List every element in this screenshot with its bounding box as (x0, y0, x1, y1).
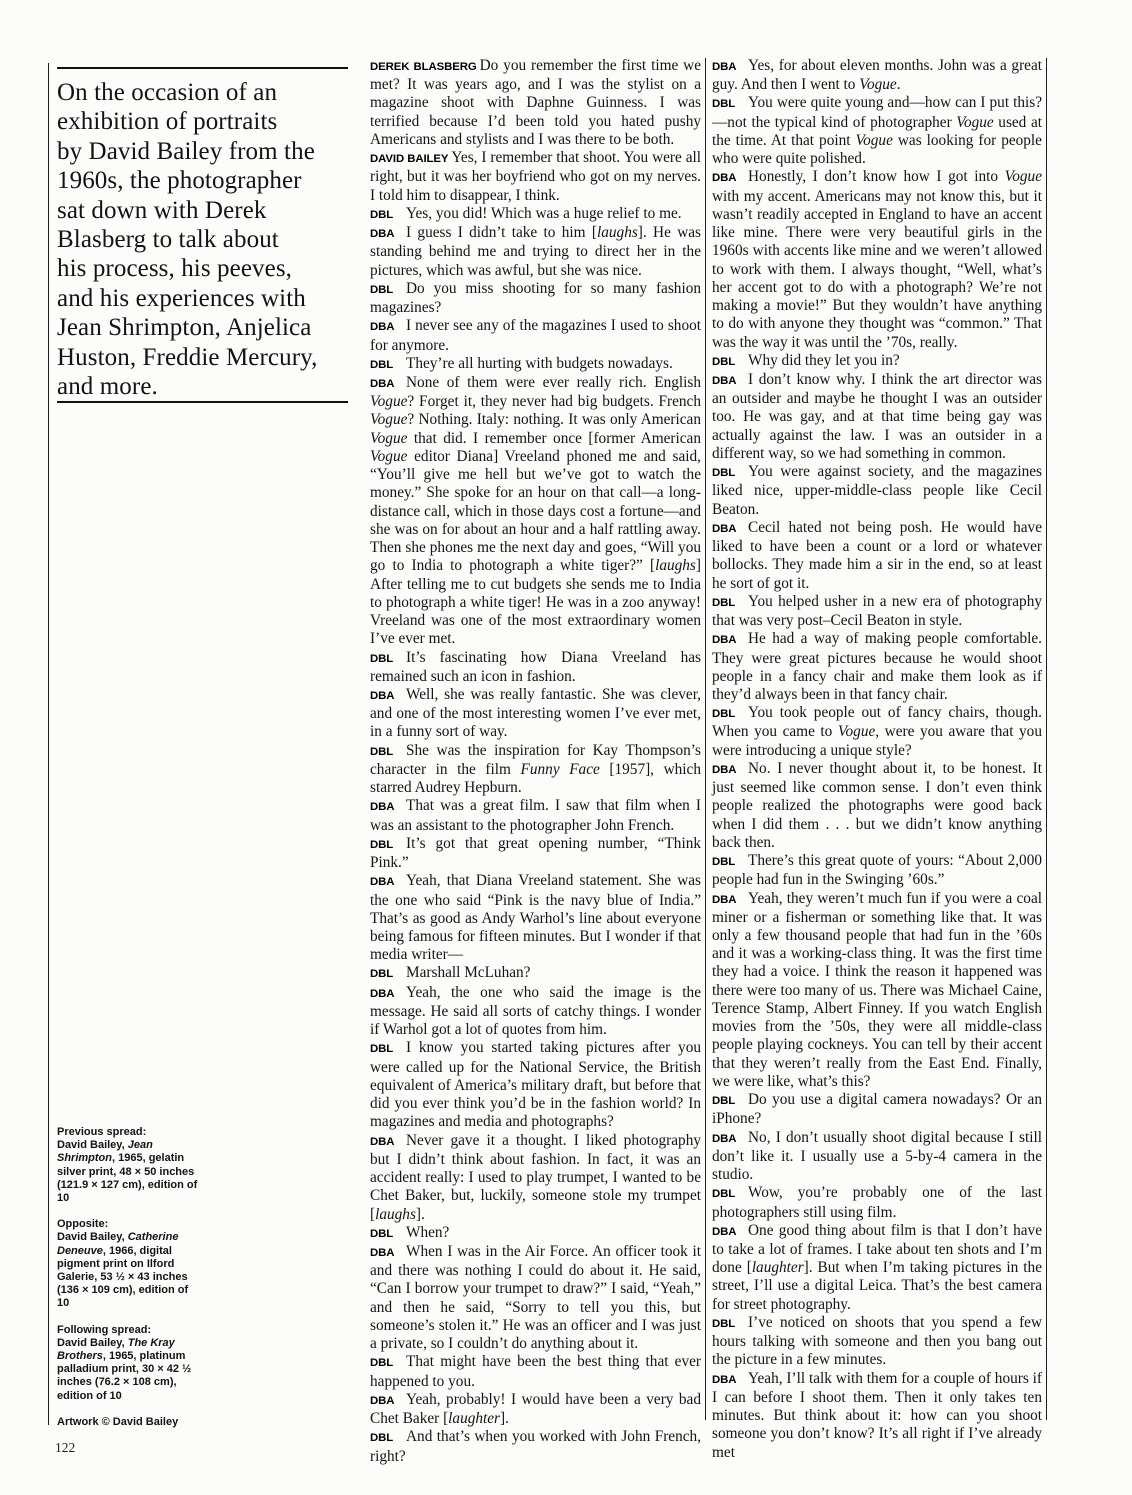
speaker-label: DBL (370, 652, 394, 665)
right-column-rule (1046, 58, 1047, 1420)
speaker-label: DBA (712, 1373, 737, 1386)
interview-paragraph: DBL You helped usher in a new era of photography that was very post–Cecil Beaton in style. (712, 592, 1042, 630)
interview-paragraph: DBA Yeah, they weren’t much fun if you were a coal miner or a fisherman or something like that. It was only a few thousand people that had fun in the ’60s and it was a working-class thing. It was the first time they had a voice. I think the reason it happened was there were too many of us. There was Michael Caine, Terence Stamp, Albert Finney. If you watch English movies from the ’50s, they were all middle-class people playing cockneys. You can tell by their accent that they weren’t really from the East End. Finally, we were like, what’s this? (712, 889, 1042, 1090)
speaker-label: DBA (370, 876, 395, 889)
speaker-label: DBA (712, 1132, 737, 1145)
interview-paragraph: DBL I’ve noticed on shoots that you spend a few hours talking with someone and then you bang out the picture in a few minutes. (712, 1313, 1042, 1369)
interview-column-right (712, 57, 1042, 1462)
interview-paragraph: DBL You were against society, and the magazines liked nice, upper-middle-class people like Cecil Beaton. (712, 463, 1042, 518)
interview-paragraph: DBA Yeah, probably! I would have been a very bad Chet Baker [laughter]. (370, 1390, 701, 1428)
interview-paragraph: DBL And that’s when you worked with John French, right? (370, 1428, 701, 1465)
speaker-label: DBA (712, 522, 737, 535)
speaker-label: DBA (712, 893, 737, 906)
interview-paragraph: DBL Do you miss shooting for so many fashion magazines? (370, 279, 701, 317)
interview-paragraph: DBL She was the inspiration for Kay Thompson’s character in the film Funny Face [1957], which starred Audrey Hepburn. (370, 741, 701, 797)
interview-paragraph: DBL Yes, you did! Which was a huge relief to me. (370, 205, 701, 224)
interview-paragraph: DBA No, I don’t usually shoot digital because I still don’t like it. I usually use a 5-by-4 camera in the studio. (712, 1128, 1042, 1184)
speaker-label: DBA (712, 634, 737, 647)
interview-paragraph: DEREK BLASBERG Do you remember the first time we met? It was years ago, and I was the stylist on a magazine shoot with Daphne Guinness. I was terrified because I’d been told you hated pushy Americans and stylists and I was there to be both. (370, 57, 701, 148)
interview-paragraph: DBA Well, she was really fantastic. She was clever, and one of the most interesting women I’ve ever met, in a funny sort of way. (370, 685, 701, 741)
artwork-credits (57, 1126, 199, 1429)
speaker-label: DBL (370, 1432, 394, 1445)
interview-paragraph: DBL That might have been the best thing that ever happened to you. (370, 1353, 701, 1390)
interview-paragraph: DBA Yes, for about eleven months. John was a great guy. And then I went to Vogue. (712, 57, 1042, 94)
interview-paragraph: DBA Yeah, the one who said the image is the message. He said all sorts of catchy things. I wonder if Warhol got a lot of quotes from him. (370, 983, 701, 1039)
interview-paragraph: DBL It’s got that great opening number, “Think Pink.” (370, 834, 701, 872)
speaker-label: DBL (712, 856, 736, 869)
interview-column-middle (370, 57, 701, 1466)
speaker-label: DBL (370, 745, 394, 758)
intro-paragraph: On the occasion of an exhibition of portraits by David Bailey from the 1960s, the photographer sat down with Derek Blasberg to talk about his process, his peeves, and his experiences with Jean Shrimpton, Anjelica Huston, Freddie Mercury, and more. (57, 79, 318, 401)
interview-paragraph: DBA Never gave it a thought. I liked photography but I didn’t think about fashion. In fact, it was an accident really: I used to play trumpet, I wanted to be Chet Baker, but, luckily, someone stole my trumpet [laughs]. (370, 1131, 701, 1223)
interview-paragraph: DBL I know you started taking pictures after you were called up for the National Service, the British equivalent of America’s military draft, but before that did you ever think you’d be in the fashion world? In magazines and media and photographs? (370, 1039, 701, 1131)
interview-paragraph: DBA No. I never thought about it, to be honest. It just seemed like common sense. I don’t even think people realized the photographs were good back when I did them . . . but we didn’t know anything back then. (712, 759, 1042, 851)
interview-paragraph: DBL Marshall McLuhan? (370, 964, 701, 983)
middle-column-rule (705, 58, 706, 1420)
credit-heading: Previous spread: (57, 1126, 147, 1138)
interview-paragraph: DBA He had a way of making people comfortable. They were great pictures because he would shoot people in a fancy chair and make them look as if they’d always been in that fancy chair. (712, 630, 1042, 703)
interview-paragraph: DBA Yeah, I’ll talk with them for a couple of hours if I can before I shoot them. Then it only takes ten minutes. But think about it: how can you shoot someone you don’t know? It’s all right if I’ve already met (712, 1369, 1042, 1461)
speaker-label: DBA (712, 172, 737, 185)
speaker-label: DBA (712, 763, 737, 776)
intro-rule-bottom (57, 401, 348, 403)
intro-rule-top (57, 67, 348, 69)
speaker-label: DBL (370, 283, 394, 296)
interview-paragraph: DBA Yeah, that Diana Vreeland statement. She was the one who said “Pink is the navy blue of India.” That’s as good as Andy Warhol’s line about everyone being famous for fifteen minutes. But I wonder if that media writer— (370, 872, 701, 964)
speaker-label: DBL (370, 208, 394, 221)
speaker-label: DBL (370, 838, 394, 851)
interview-paragraph: DBL There’s this great quote of yours: “About 2,000 people had fun in the Swinging ’60s.” (712, 852, 1042, 889)
speaker-label: DBA (370, 1247, 395, 1259)
speaker-label: DAVID BAILEY (370, 153, 449, 166)
speaker-label: DBA (370, 987, 395, 1000)
interview-paragraph: DBL When? (370, 1224, 701, 1243)
speaker-label: DBL (370, 1043, 394, 1056)
interview-paragraph: DBL Why did they let you in? (712, 352, 1042, 371)
speaker-label: DBA (370, 1394, 395, 1407)
interview-paragraph: DBL Do you use a digital camera nowadays? Or an iPhone? (712, 1091, 1042, 1128)
interview-paragraph: DBA Honestly, I don’t know how I got into Vogue with my accent. Americans may not know this, but it wasn’t readily accepted in England to have an accent like mine. There were very beautiful girls in the 1960s with accents like mine and we weren’t allowed to work with them. I always thought, “Well, what’s her accent got to do with a photograph? We’re not making a movie!” But they wouldn’t have anything to do with anyone they thought was “common.” That was the way it was until the ’70s, really. (712, 168, 1042, 351)
speaker-label: DBA (370, 228, 395, 241)
interview-paragraph: DAVID BAILEY Yes, I remember that shoot. You were all right, but it was her boyfriend who got on my nerves. I told him to disappear, I think. (370, 149, 701, 204)
speaker-label: DBA (712, 1225, 737, 1238)
speaker-label: DBL (370, 1227, 394, 1240)
left-column-rule (48, 63, 49, 1425)
speaker-label: DBA (370, 801, 395, 814)
speaker-label: DBL (712, 1095, 736, 1108)
credit-block: Following spread: David Bailey, The Kray Brothers, 1965, platinum palladium print, 30 × 42 ½ inches (76.2 × 108 cm), edition of 10 (57, 1323, 192, 1402)
interview-paragraph: DBL You took people out of fancy chairs, though. When you came to Vogue, were you aware that you were introducing a unique style? (712, 704, 1042, 759)
interview-paragraph: DBA I never see any of the magazines I used to shoot for anymore. (370, 317, 701, 354)
speaker-label: DEREK BLASBERG (370, 61, 477, 73)
speaker-label: DBL (370, 358, 394, 371)
interview-paragraph: DBA I don’t know why. I think the art director was an outsider and maybe he thought I was an outsider too. He was gay, and at that time being gay was actually against the law. I was an outsider in a different way, so we had something in common. (712, 370, 1042, 462)
speaker-label: DBL (712, 708, 736, 721)
speaker-label: DBL (370, 968, 394, 981)
page-number: 122 (55, 1440, 76, 1455)
speaker-label: DBL (370, 1357, 394, 1370)
interview-paragraph: DBA That was a great film. I saw that film when I was an assistant to the photographer John French. (370, 797, 701, 834)
speaker-label: DBL (712, 467, 736, 480)
interview-paragraph: DBL Wow, you’re probably one of the last photographers still using film. (712, 1184, 1042, 1221)
speaker-label: DBA (712, 61, 737, 73)
speaker-label: DBA (370, 1135, 395, 1148)
interview-paragraph: DBA I guess I didn’t take to him [laughs]. He was standing behind me and trying to direct her in the pictures, which was awful, but she was nice. (370, 224, 701, 279)
credit-heading: Opposite: (57, 1218, 109, 1231)
interview-paragraph: DBA When I was in the Air Force. An officer took it and there was nothing I could do about it. He said, “Can I borrow your trumpet to draw?” I said, “Yeah,” and then he said, “Sorry to tell you this, but someone’s stolen it.” He was an officer and I was just a private, so I couldn’t do anything about it. (370, 1243, 701, 1353)
interview-paragraph: DBL It’s fascinating how Diana Vreeland has remained such an icon in fashion. (370, 648, 701, 685)
speaker-label: DBL (712, 98, 736, 111)
speaker-label: DBL (712, 355, 736, 368)
speaker-label: DBA (370, 689, 395, 702)
speaker-label: DBL (712, 596, 736, 609)
speaker-label: DBA (712, 374, 737, 387)
interview-paragraph: DBL They’re all hurting with budgets nowadays. (370, 355, 701, 374)
interview-paragraph: DBA Cecil hated not being posh. He would have liked to have been a count or a lord or whatever bollocks. They made him a sir in the end, so at least he sort of got it. (712, 518, 1042, 592)
speaker-label: DBA (370, 321, 395, 334)
credit-heading: Following spread: (57, 1323, 152, 1336)
speaker-label: DBA (370, 377, 395, 390)
interview-paragraph: DBL You were quite young and—how can I put this?—not the typical kind of photographer Vogue used at the time. At that point Vogue was looking for people who were quite polished. (712, 94, 1042, 168)
credit-block: Previous spread: David Bailey, Jean Shrimpton, 1965, gelatin silver print, 48 × 50 inches (121.9 × 127 cm), edition of 10 (57, 1126, 198, 1205)
credit-block: Artwork © David Bailey (57, 1415, 179, 1428)
speaker-label: DBL (712, 1188, 736, 1201)
speaker-label: DBL (712, 1317, 736, 1330)
interview-paragraph: DBA One good thing about film is that I don’t have to take a lot of frames. I take about ten shots and I’m done [laughter]. But when I’m taking pictures in the street, I’ll use a digital Leica. That’s the best camera for street photography. (712, 1221, 1042, 1313)
interview-paragraph: DBA None of them were ever really rich. English Vogue? Forget it, they never had big budgets. French Vogue? Nothing. Italy: nothing. It was only American Vogue that did. I remember once [former American Vogue editor Diana] Vreeland phoned me and said, “You’ll give me hell but we’ve got to watch the money.” She spoke for an hour on that call—a long-distance call, which in those days cost a fortune—and she was on for about an hour and a half rattling away. Then she phones me the next day and goes, “Will you go to India to photograph a white tiger?” [laughs] After telling me to cut budgets she sends me to India to photograph a white tiger! He was in a zoo anyway! Vreeland was one of the most extraordinary women I’ve ever met. (370, 373, 701, 648)
credit-block: Opposite: David Bailey, Catherine Deneuve, 1966, digital pigment print on Ilford Galerie, 53 ½ × 43 inches (136 × 109 cm), edition of 10 (57, 1218, 189, 1310)
